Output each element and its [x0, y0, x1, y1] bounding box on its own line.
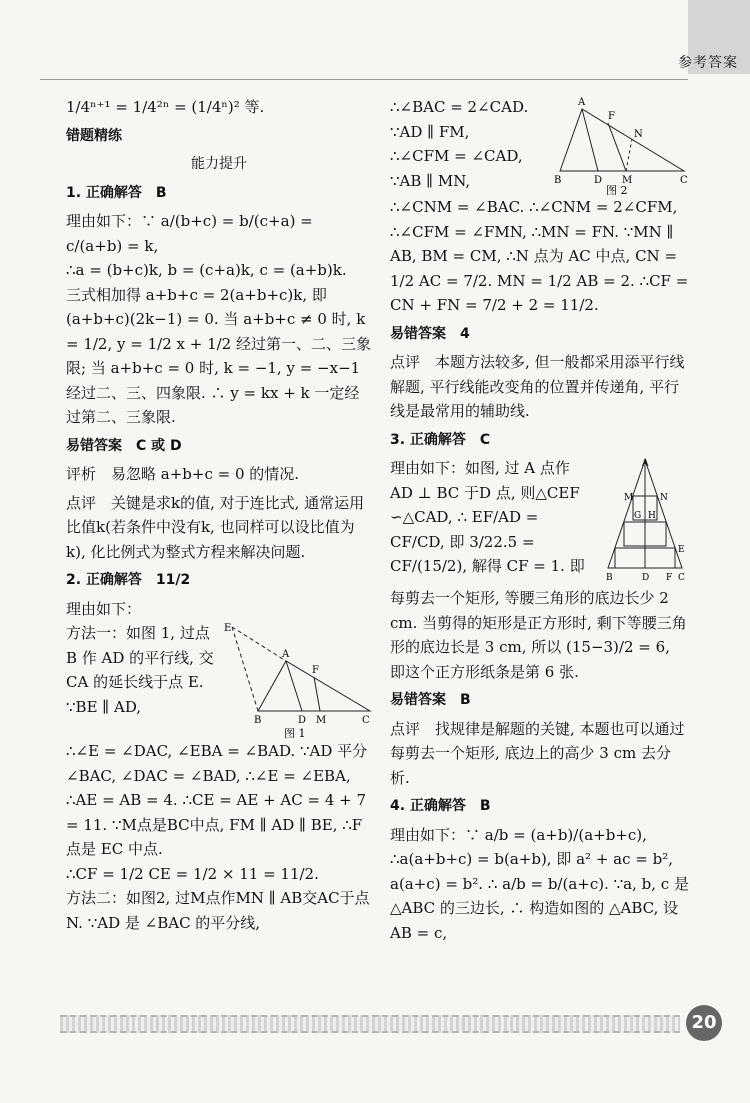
comment: 点评 关键是求k的值, 对于连比式, 通常运用比值k(若条件中没有k, 也同样可以设比值为k), 化比例式为整式方程来解决问题. — [66, 493, 365, 561]
text-paragraph: ∴∠CNM = ∠BAC. ∴∠CNM = 2∠CFM, ∴∠CFM = ∠FMN, ∴MN = FN. ∵MN ∥ AB, BM = CM, ∴N 点为 AC 中点, CN = 1/2 AC = 7/2. MN = 1/2 AB = 2. ∴CF = CN + FN = 7/2 + 2 = 11/2. — [390, 198, 689, 314]
page-number: 20 — [686, 1005, 722, 1041]
text-paragraph: 理由如下：∵ a/b = (a+b)/(a+b+c), ∴a(a+b+c) = b(a+b), 即 a² + ac = b², a(a+c) = b². ∴ a/b = b/(a+c). ∵a, b, c 是 △ABC 的三边长, ∴ 构造如图的 △ABC, 设 AB = c, — [390, 825, 689, 942]
comment: 点评 本题方法较多, 但一般都采用添平行线解题, 平行线能改变角的位置并传递角, 平行线是最常用的辅助线. — [390, 353, 685, 420]
fig1-label: A — [282, 649, 290, 660]
fig2-label: C — [680, 175, 688, 186]
fig1-label: F — [312, 665, 319, 676]
sub-heading: 能力提升 — [191, 156, 247, 172]
text-line: 理由如下： — [66, 599, 142, 618]
answer-heading: 3. 正确解答 C — [390, 431, 491, 448]
fig3-label: D — [642, 573, 650, 583]
fig3-label: C — [678, 573, 685, 583]
right-column — [390, 95, 690, 949]
fig1-caption: 图 1 — [284, 727, 306, 739]
text-paragraph: 方法二：如图2, 过M点作MN ∥ AB交AC于点 N. ∵AD 是 ∠BAC 的平分线, — [66, 889, 370, 932]
figure-3 — [600, 456, 690, 586]
text-line: ∴a = (b+c)k, b = (c+a)k, c = (a+b)k. — [66, 261, 347, 279]
footer-band — [60, 1015, 680, 1033]
fig3-label: F — [666, 573, 673, 583]
fig3-label: E — [678, 545, 685, 555]
section-heading: 错题精练 — [66, 127, 122, 144]
text-line: ∴∠BAC = 2∠CAD. — [390, 98, 529, 116]
fig3-label: G — [634, 511, 642, 521]
fig2-label: N — [634, 129, 643, 140]
fig3-label: H — [648, 511, 656, 521]
answer-heading: 1. 正确解答 B — [66, 184, 167, 201]
text-line: 即这个正方形纸条是第 6 张. — [390, 662, 579, 681]
fig3-label: M — [624, 493, 634, 503]
fig2-label: A — [578, 97, 586, 108]
fig3-label: B — [606, 573, 613, 583]
wrong-answer: 易错答案 4 — [390, 325, 470, 342]
fig1-label: M — [316, 715, 327, 726]
text-line: ∴∠CFM = ∠CAD, — [390, 147, 523, 165]
text-line: 1/4ⁿ⁺¹ = 1/4²ⁿ = (1/4ⁿ)² 等. — [66, 98, 265, 116]
text-paragraph: 理由如下：如图, 过 A 点作 AD ⊥ BC 于D 点, 则△CEF ∽△CAD, ∴ EF/AD = CF/CD, 即 3/22.5 = CF/(15/2), 解得 CF = 1. 即 — [390, 459, 585, 575]
fig3-label: N — [660, 493, 668, 503]
text-paragraph: 三式相加得 a+b+c = 2(a+b+c)k, 即(a+b+c)(2k−1) = 0. 当 a+b+c ≠ 0 时, k = 1/2, y = 1/2 x + 1/2 经过第一、二、三象限; 当 a+b+c = 0 时, k = −1, y = −x−1 经过二、三、四象限. ∴ y = kx + k 一定经过第二、三象限. — [66, 285, 371, 426]
figure-1 — [222, 621, 372, 739]
text-paragraph: 方法一：如图 1, 过点 B 作 AD 的平行线, 交CA 的延长线于点 E. ∵BE ∥ AD, — [66, 624, 214, 716]
fig2-label: M — [622, 175, 633, 186]
fig1-label: E — [224, 623, 232, 634]
fig1-label: B — [254, 715, 262, 726]
text-line: ∵AB ∥ MN, — [390, 171, 471, 190]
fig2-caption: 图 2 — [606, 184, 628, 195]
wrong-answer: 易错答案 B — [390, 692, 471, 708]
analysis: 评析 易忽略 a+b+c = 0 的情况. — [66, 465, 300, 483]
left-column — [66, 95, 372, 935]
answer-heading: 4. 正确解答 B — [390, 798, 491, 814]
text-paragraph: 每剪去一个矩形, 等腰三角形的底边长少 2 cm. 当剪得的矩形是正方形时, 剩下等腰三角形的底边长是 3 cm, 所以 (15−3)/2 = 6, — [390, 589, 687, 656]
fig3-label: A — [642, 458, 649, 469]
text-line: ∴CF = 1/2 CE = 1/2 × 11 = 11/2. — [66, 864, 319, 883]
fig2-label: B — [554, 175, 562, 186]
comment: 点评 找规律是解题的关键, 本题也可以通过每剪去一个矩形, 底边上的高少 3 cm 去分析. — [390, 719, 685, 787]
fig2-label: F — [608, 111, 615, 122]
fig2-label: D — [594, 175, 603, 186]
wrong-answer: 易错答案 C 或 D — [66, 437, 182, 454]
text-line: ∵AD ∥ FM, — [390, 122, 470, 141]
figure-2 — [550, 95, 690, 195]
header-label: 参考答案 — [678, 55, 738, 71]
text-line: 理由如下：∵ a/(b+c) = b/(c+a) = c/(a+b) = k, — [66, 212, 313, 255]
fig1-label: D — [298, 715, 307, 726]
answer-heading: 2. 正确解答 11/2 — [66, 572, 191, 588]
text-paragraph: ∴∠E = ∠DAC, ∠EBA = ∠BAD. ∵AD 平分 ∠BAC, ∠DAC = ∠BAD, ∴∠E = ∠EBA, ∴AE = AB = 4. ∴CE = AE + AC = 4 + 7 = 11. ∵M点是BC中点, FM ∥ AD ∥ BE, ∴F 点是 EC 中点. — [66, 742, 368, 858]
fig1-label: C — [362, 715, 370, 726]
header-divider — [40, 79, 688, 80]
